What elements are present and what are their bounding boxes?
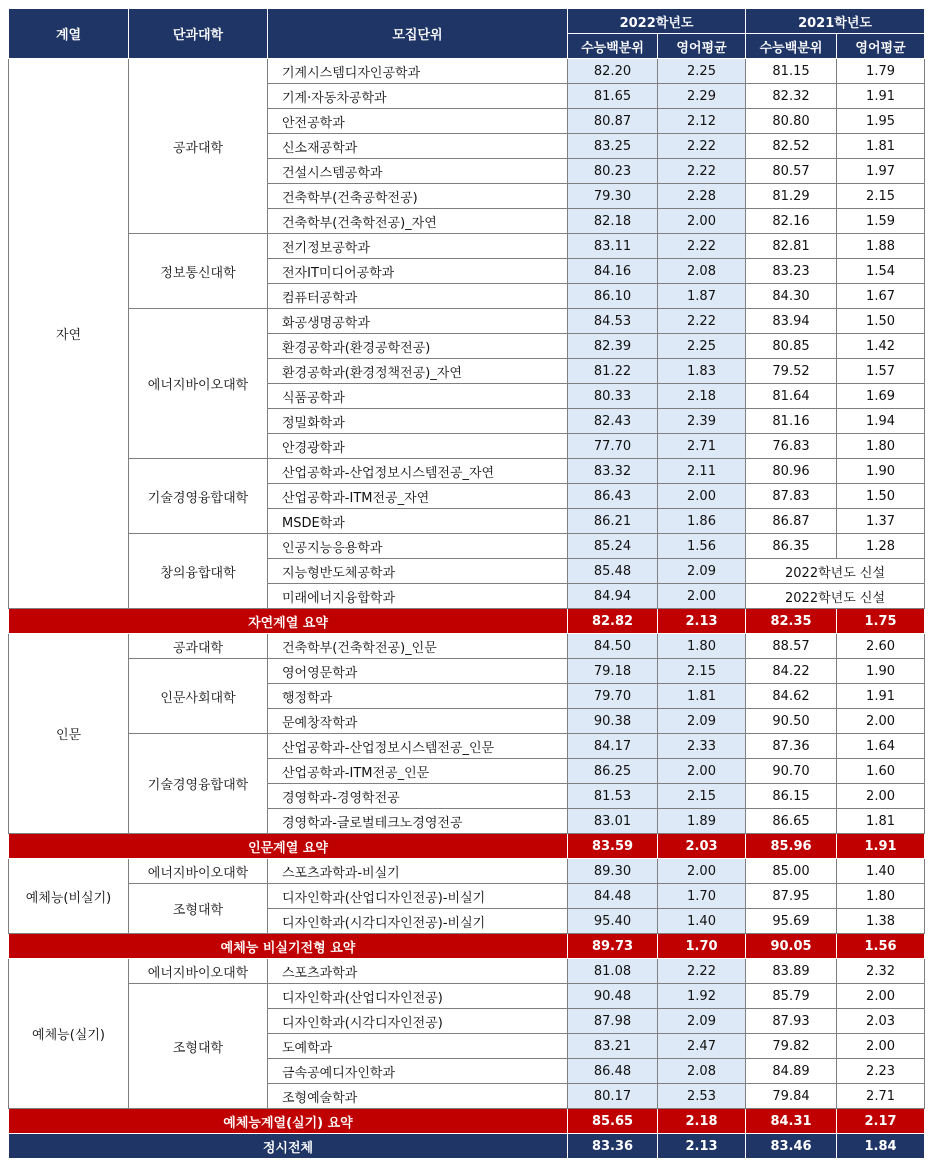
unit-name: 미래에너지융합학과 xyxy=(268,584,568,609)
english-2022: 1.89 xyxy=(658,809,746,834)
english-2022: 1.56 xyxy=(658,534,746,559)
college-cell: 에너지바이오대학 xyxy=(129,309,268,459)
english-2022: 1.83 xyxy=(658,359,746,384)
english-2022: 2.22 xyxy=(658,959,746,984)
english-2021: 1.50 xyxy=(837,484,925,509)
unit-name: 안전공학과 xyxy=(268,109,568,134)
summary-value: 82.82 xyxy=(568,609,658,634)
unit-name: 산업공학과-산업정보시스템전공_자연 xyxy=(268,459,568,484)
summary-row xyxy=(9,934,925,959)
college-cell: 에너지바이오대학 xyxy=(129,959,268,984)
summary-label: 예체능 비실기전형 요약 xyxy=(9,934,568,959)
suneung-2021: 81.64 xyxy=(746,384,837,409)
category-cell: 인문 xyxy=(9,634,129,834)
table-row xyxy=(9,734,925,759)
english-2022: 2.47 xyxy=(658,1034,746,1059)
suneung-2022: 83.21 xyxy=(568,1034,658,1059)
suneung-2022: 90.38 xyxy=(568,709,658,734)
english-2022: 2.71 xyxy=(658,434,746,459)
unit-name: 식품공학과 xyxy=(268,384,568,409)
english-2021: 1.91 xyxy=(837,684,925,709)
english-2021: 1.50 xyxy=(837,309,925,334)
summary-value: 89.73 xyxy=(568,934,658,959)
suneung-2021: 80.85 xyxy=(746,334,837,359)
table-row xyxy=(9,634,925,659)
category-cell: 자연 xyxy=(9,59,129,609)
suneung-2021: 88.57 xyxy=(746,634,837,659)
suneung-2021: 87.83 xyxy=(746,484,837,509)
summary-value: 2.03 xyxy=(658,834,746,859)
suneung-2022: 86.21 xyxy=(568,509,658,534)
english-2022: 2.12 xyxy=(658,109,746,134)
unit-name: 스포츠과학과-비실기 xyxy=(268,859,568,884)
english-2021: 1.91 xyxy=(837,84,925,109)
summary-value: 2.17 xyxy=(837,1109,925,1134)
english-2022: 2.22 xyxy=(658,159,746,184)
english-2022: 1.86 xyxy=(658,509,746,534)
suneung-2022: 90.48 xyxy=(568,984,658,1009)
unit-name: 전기정보공학과 xyxy=(268,234,568,259)
table-header xyxy=(9,9,925,59)
suneung-2021: 83.94 xyxy=(746,309,837,334)
unit-name: 기계·자동차공학과 xyxy=(268,84,568,109)
suneung-2022: 83.25 xyxy=(568,134,658,159)
english-2021: 1.94 xyxy=(837,409,925,434)
english-2022: 2.08 xyxy=(658,259,746,284)
header-year-2021: 2021학년도 xyxy=(746,9,925,34)
summary-row xyxy=(9,609,925,634)
suneung-2021: 80.96 xyxy=(746,459,837,484)
suneung-2021: 86.35 xyxy=(746,534,837,559)
header-english-2021: 영어평균 xyxy=(837,34,925,59)
english-2021: 2.32 xyxy=(837,959,925,984)
suneung-2022: 89.30 xyxy=(568,859,658,884)
suneung-2021: 83.89 xyxy=(746,959,837,984)
college-cell: 기술경영융합대학 xyxy=(129,734,268,834)
table-row xyxy=(9,659,925,684)
suneung-2021: 84.30 xyxy=(746,284,837,309)
suneung-2022: 84.17 xyxy=(568,734,658,759)
english-2021: 1.54 xyxy=(837,259,925,284)
english-2021: 1.28 xyxy=(837,534,925,559)
new-unit-note: 2022학년도 신설 xyxy=(746,559,925,584)
english-2022: 2.25 xyxy=(658,59,746,84)
suneung-2021: 79.82 xyxy=(746,1034,837,1059)
english-2022: 1.70 xyxy=(658,884,746,909)
suneung-2022: 84.53 xyxy=(568,309,658,334)
unit-name: 화공생명공학과 xyxy=(268,309,568,334)
table-row xyxy=(9,59,925,84)
suneung-2022: 79.18 xyxy=(568,659,658,684)
summary-value: 2.13 xyxy=(658,609,746,634)
english-2022: 2.00 xyxy=(658,859,746,884)
college-cell: 조형대학 xyxy=(129,984,268,1109)
suneung-2022: 86.43 xyxy=(568,484,658,509)
english-2021: 1.81 xyxy=(837,134,925,159)
college-cell: 조형대학 xyxy=(129,884,268,934)
english-2022: 2.15 xyxy=(658,659,746,684)
summary-value: 84.31 xyxy=(746,1109,837,1134)
summary-value: 1.91 xyxy=(837,834,925,859)
english-2022: 1.92 xyxy=(658,984,746,1009)
unit-name: 건축학부(건축학전공)_자연 xyxy=(268,209,568,234)
english-2021: 1.38 xyxy=(837,909,925,934)
english-2021: 1.90 xyxy=(837,459,925,484)
suneung-2022: 80.23 xyxy=(568,159,658,184)
english-2022: 2.25 xyxy=(658,334,746,359)
english-2021: 1.59 xyxy=(837,209,925,234)
english-2022: 2.00 xyxy=(658,484,746,509)
unit-name: 도예학과 xyxy=(268,1034,568,1059)
unit-name: 디자인학과(산업디자인전공) xyxy=(268,984,568,1009)
unit-name: 건축학부(건축학전공)_인문 xyxy=(268,634,568,659)
category-cell: 예체능(실기) xyxy=(9,959,129,1109)
english-2022: 2.18 xyxy=(658,384,746,409)
english-2022: 2.22 xyxy=(658,134,746,159)
unit-name: 건축학부(건축공학전공) xyxy=(268,184,568,209)
table-body xyxy=(9,59,925,1159)
suneung-2021: 87.95 xyxy=(746,884,837,909)
english-2021: 2.00 xyxy=(837,984,925,1009)
suneung-2021: 86.65 xyxy=(746,809,837,834)
suneung-2022: 82.39 xyxy=(568,334,658,359)
summary-label: 인문계열 요약 xyxy=(9,834,568,859)
suneung-2021: 79.84 xyxy=(746,1084,837,1109)
unit-name: 산업공학과-ITM전공_인문 xyxy=(268,759,568,784)
header-college: 단과대학 xyxy=(129,9,268,59)
suneung-2022: 84.16 xyxy=(568,259,658,284)
english-2021: 1.80 xyxy=(837,434,925,459)
english-2021: 1.95 xyxy=(837,109,925,134)
table-row xyxy=(9,534,925,559)
suneung-2021: 85.79 xyxy=(746,984,837,1009)
summary-value: 2.18 xyxy=(658,1109,746,1134)
summary-value: 90.05 xyxy=(746,934,837,959)
summary-label: 자연계열 요약 xyxy=(9,609,568,634)
suneung-2021: 84.62 xyxy=(746,684,837,709)
total-row xyxy=(9,1134,925,1159)
english-2021: 1.64 xyxy=(837,734,925,759)
suneung-2022: 79.70 xyxy=(568,684,658,709)
unit-name: 경영학과-경영학전공 xyxy=(268,784,568,809)
suneung-2022: 84.50 xyxy=(568,634,658,659)
header-suneung-2022: 수능백분위 xyxy=(568,34,658,59)
english-2022: 1.87 xyxy=(658,284,746,309)
english-2021: 1.40 xyxy=(837,859,925,884)
suneung-2022: 95.40 xyxy=(568,909,658,934)
header-year-2022: 2022학년도 xyxy=(568,9,746,34)
category-cell: 예체능(비실기) xyxy=(9,859,129,934)
suneung-2022: 86.25 xyxy=(568,759,658,784)
english-2021: 2.71 xyxy=(837,1084,925,1109)
suneung-2022: 77.70 xyxy=(568,434,658,459)
english-2022: 2.53 xyxy=(658,1084,746,1109)
english-2021: 2.00 xyxy=(837,784,925,809)
unit-name: 경영학과-글로벌테크노경영전공 xyxy=(268,809,568,834)
english-2022: 2.00 xyxy=(658,759,746,784)
suneung-2021: 81.15 xyxy=(746,59,837,84)
summary-value: 1.75 xyxy=(837,609,925,634)
unit-name: 신소재공학과 xyxy=(268,134,568,159)
summary-value: 1.56 xyxy=(837,934,925,959)
suneung-2022: 81.08 xyxy=(568,959,658,984)
suneung-2021: 87.36 xyxy=(746,734,837,759)
suneung-2022: 87.98 xyxy=(568,1009,658,1034)
english-2022: 2.39 xyxy=(658,409,746,434)
suneung-2021: 85.00 xyxy=(746,859,837,884)
english-2021: 1.97 xyxy=(837,159,925,184)
summary-value: 82.35 xyxy=(746,609,837,634)
summary-value: 85.96 xyxy=(746,834,837,859)
summary-value: 83.59 xyxy=(568,834,658,859)
table-row xyxy=(9,459,925,484)
english-2021: 1.90 xyxy=(837,659,925,684)
unit-name: 컴퓨터공학과 xyxy=(268,284,568,309)
english-2021: 1.42 xyxy=(837,334,925,359)
header-english-2022: 영어평균 xyxy=(658,34,746,59)
suneung-2021: 84.22 xyxy=(746,659,837,684)
english-2022: 2.15 xyxy=(658,784,746,809)
college-cell: 공과대학 xyxy=(129,634,268,659)
english-2022: 1.40 xyxy=(658,909,746,934)
unit-name: 조형예술학과 xyxy=(268,1084,568,1109)
english-2021: 1.57 xyxy=(837,359,925,384)
unit-name: 정밀화학과 xyxy=(268,409,568,434)
unit-name: 환경공학과(환경정책전공)_자연 xyxy=(268,359,568,384)
english-2022: 2.29 xyxy=(658,84,746,109)
suneung-2022: 86.48 xyxy=(568,1059,658,1084)
suneung-2021: 80.80 xyxy=(746,109,837,134)
suneung-2022: 86.10 xyxy=(568,284,658,309)
suneung-2021: 86.15 xyxy=(746,784,837,809)
total-value: 1.84 xyxy=(837,1134,925,1159)
unit-name: 안경광학과 xyxy=(268,434,568,459)
suneung-2021: 76.83 xyxy=(746,434,837,459)
unit-name: 환경공학과(환경공학전공) xyxy=(268,334,568,359)
suneung-2021: 82.81 xyxy=(746,234,837,259)
unit-name: MSDE학과 xyxy=(268,509,568,534)
suneung-2022: 82.20 xyxy=(568,59,658,84)
suneung-2022: 79.30 xyxy=(568,184,658,209)
suneung-2021: 79.52 xyxy=(746,359,837,384)
english-2021: 1.81 xyxy=(837,809,925,834)
college-cell: 에너지바이오대학 xyxy=(129,859,268,884)
suneung-2021: 87.93 xyxy=(746,1009,837,1034)
suneung-2022: 81.53 xyxy=(568,784,658,809)
english-2021: 2.23 xyxy=(837,1059,925,1084)
suneung-2022: 82.18 xyxy=(568,209,658,234)
table-row xyxy=(9,859,925,884)
english-2022: 1.80 xyxy=(658,634,746,659)
english-2022: 2.33 xyxy=(658,734,746,759)
suneung-2022: 80.17 xyxy=(568,1084,658,1109)
english-2021: 1.88 xyxy=(837,234,925,259)
summary-value: 1.70 xyxy=(658,934,746,959)
english-2022: 2.08 xyxy=(658,1059,746,1084)
total-label: 정시전체 xyxy=(9,1134,568,1159)
summary-row xyxy=(9,834,925,859)
suneung-2021: 90.50 xyxy=(746,709,837,734)
suneung-2022: 84.48 xyxy=(568,884,658,909)
suneung-2022: 80.87 xyxy=(568,109,658,134)
unit-name: 금속공예디자인학과 xyxy=(268,1059,568,1084)
english-2021: 2.00 xyxy=(837,709,925,734)
english-2022: 2.09 xyxy=(658,559,746,584)
table-row xyxy=(9,959,925,984)
college-cell: 인문사회대학 xyxy=(129,659,268,734)
english-2022: 2.28 xyxy=(658,184,746,209)
suneung-2021: 81.16 xyxy=(746,409,837,434)
suneung-2021: 81.29 xyxy=(746,184,837,209)
unit-name: 행정학과 xyxy=(268,684,568,709)
header-suneung-2021: 수능백분위 xyxy=(746,34,837,59)
unit-name: 영어영문학과 xyxy=(268,659,568,684)
unit-name: 건설시스템공학과 xyxy=(268,159,568,184)
english-2022: 2.22 xyxy=(658,309,746,334)
suneung-2021: 82.52 xyxy=(746,134,837,159)
english-2022: 2.09 xyxy=(658,709,746,734)
unit-name: 지능형반도체공학과 xyxy=(268,559,568,584)
college-cell: 기술경영융합대학 xyxy=(129,459,268,534)
english-2022: 2.00 xyxy=(658,209,746,234)
english-2021: 2.15 xyxy=(837,184,925,209)
total-value: 83.46 xyxy=(746,1134,837,1159)
college-cell: 정보통신대학 xyxy=(129,234,268,309)
unit-name: 디자인학과(산업디자인전공)-비실기 xyxy=(268,884,568,909)
english-2021: 1.69 xyxy=(837,384,925,409)
suneung-2021: 84.89 xyxy=(746,1059,837,1084)
table-row xyxy=(9,984,925,1009)
suneung-2022: 83.11 xyxy=(568,234,658,259)
english-2021: 1.79 xyxy=(837,59,925,84)
college-cell: 창의융합대학 xyxy=(129,534,268,609)
table-row xyxy=(9,309,925,334)
suneung-2021: 86.87 xyxy=(746,509,837,534)
english-2021: 2.60 xyxy=(837,634,925,659)
suneung-2021: 90.70 xyxy=(746,759,837,784)
english-2022: 2.09 xyxy=(658,1009,746,1034)
table-row xyxy=(9,884,925,909)
suneung-2021: 82.16 xyxy=(746,209,837,234)
suneung-2022: 81.22 xyxy=(568,359,658,384)
summary-value: 85.65 xyxy=(568,1109,658,1134)
suneung-2021: 83.23 xyxy=(746,259,837,284)
english-2021: 1.37 xyxy=(837,509,925,534)
total-value: 83.36 xyxy=(568,1134,658,1159)
table-row xyxy=(9,234,925,259)
header-category: 계열 xyxy=(9,9,129,59)
unit-name: 기계시스템디자인공학과 xyxy=(268,59,568,84)
summary-label: 예체능계열(실기) 요약 xyxy=(9,1109,568,1134)
english-2021: 2.00 xyxy=(837,1034,925,1059)
unit-name: 디자인학과(시각디자인전공) xyxy=(268,1009,568,1034)
suneung-2022: 83.01 xyxy=(568,809,658,834)
unit-name: 문예창작학과 xyxy=(268,709,568,734)
unit-name: 스포츠과학과 xyxy=(268,959,568,984)
unit-name: 인공지능응용학과 xyxy=(268,534,568,559)
english-2022: 2.00 xyxy=(658,584,746,609)
admission-results-table xyxy=(8,8,925,1159)
english-2021: 1.67 xyxy=(837,284,925,309)
unit-name: 산업공학과-산업정보시스템전공_인문 xyxy=(268,734,568,759)
suneung-2022: 85.48 xyxy=(568,559,658,584)
college-cell: 공과대학 xyxy=(129,59,268,234)
suneung-2021: 82.32 xyxy=(746,84,837,109)
english-2022: 2.22 xyxy=(658,234,746,259)
total-value: 2.13 xyxy=(658,1134,746,1159)
english-2021: 1.80 xyxy=(837,884,925,909)
suneung-2022: 84.94 xyxy=(568,584,658,609)
suneung-2022: 81.65 xyxy=(568,84,658,109)
english-2021: 2.03 xyxy=(837,1009,925,1034)
suneung-2022: 83.32 xyxy=(568,459,658,484)
english-2022: 2.11 xyxy=(658,459,746,484)
suneung-2022: 82.43 xyxy=(568,409,658,434)
suneung-2021: 80.57 xyxy=(746,159,837,184)
suneung-2021: 95.69 xyxy=(746,909,837,934)
header-unit: 모집단위 xyxy=(268,9,568,59)
english-2021: 1.60 xyxy=(837,759,925,784)
unit-name: 산업공학과-ITM전공_자연 xyxy=(268,484,568,509)
suneung-2022: 80.33 xyxy=(568,384,658,409)
new-unit-note: 2022학년도 신설 xyxy=(746,584,925,609)
unit-name: 디자인학과(시각디자인전공)-비실기 xyxy=(268,909,568,934)
english-2022: 1.81 xyxy=(658,684,746,709)
suneung-2022: 85.24 xyxy=(568,534,658,559)
unit-name: 전자IT미디어공학과 xyxy=(268,259,568,284)
summary-row xyxy=(9,1109,925,1134)
